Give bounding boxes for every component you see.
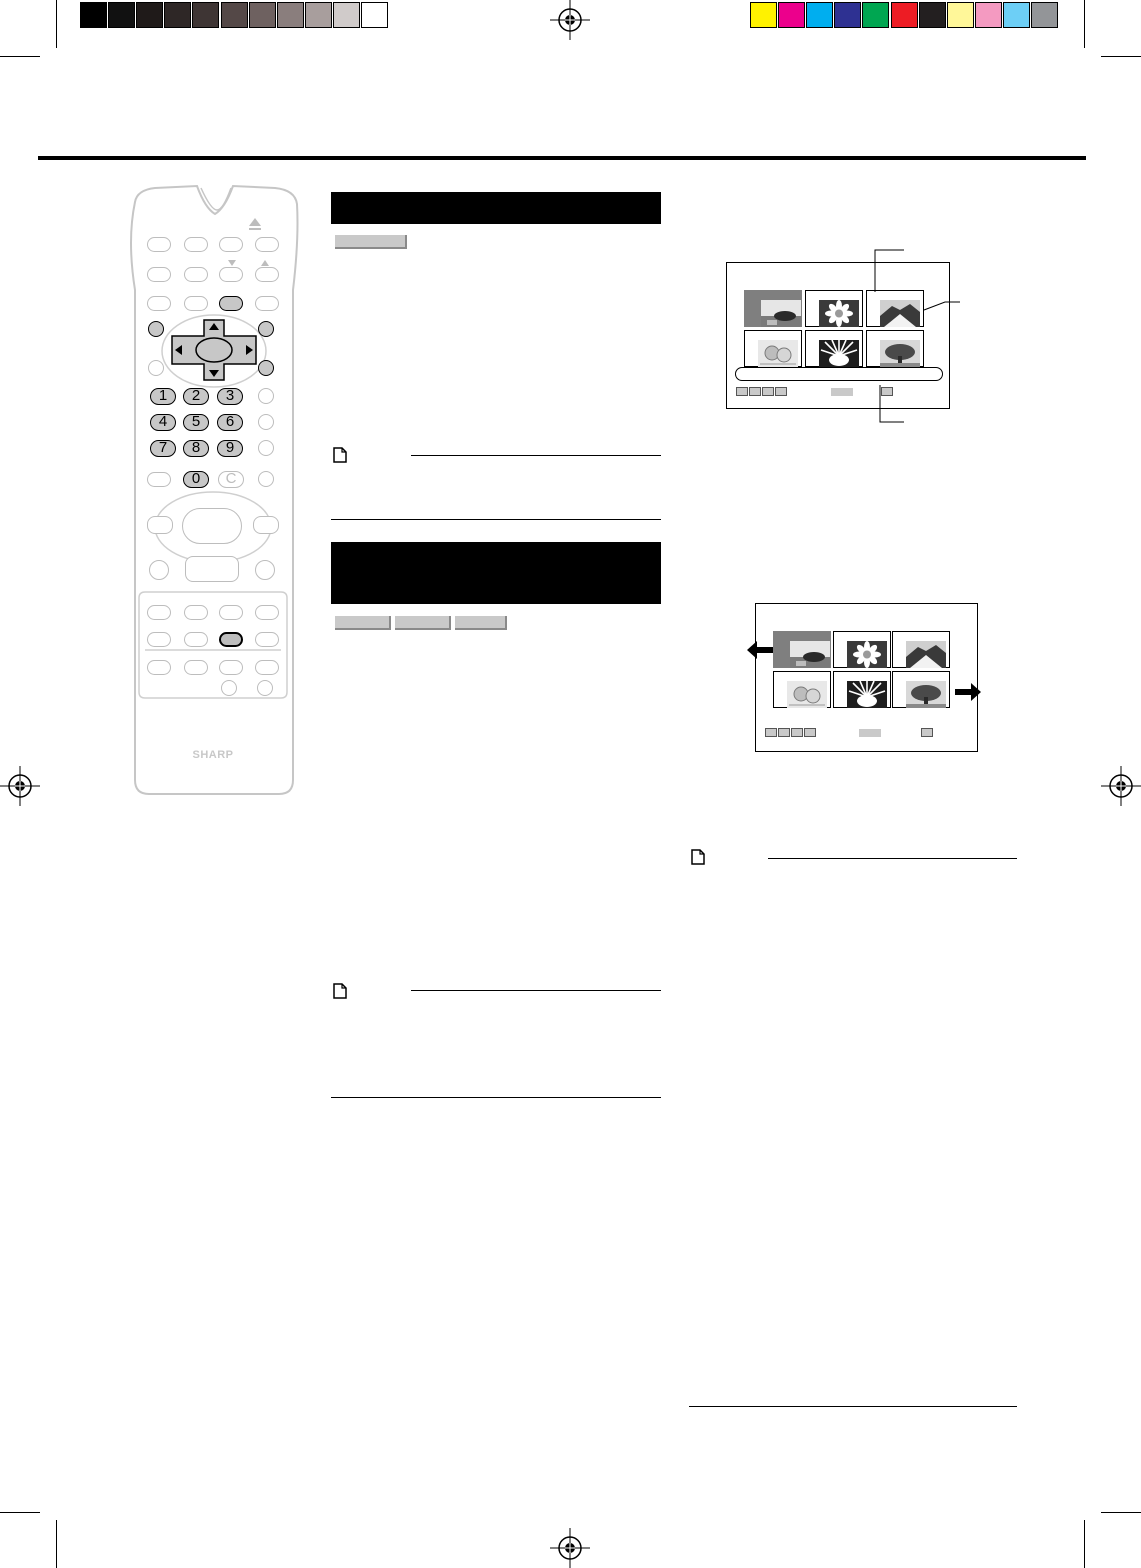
grayscale-swatch — [108, 2, 135, 28]
disc-type-tag — [455, 616, 507, 630]
remote-channel-down-button — [219, 267, 243, 282]
remote-brand-logo: SHARP — [192, 749, 234, 761]
remote-control — [115, 180, 310, 800]
remote-button — [184, 660, 208, 675]
enter-key-icon — [859, 729, 881, 737]
color-swatch — [975, 2, 1002, 28]
remote-number-key-8: 8 — [183, 440, 209, 457]
color-swatch — [806, 2, 833, 28]
arrow-right-icon — [953, 680, 983, 704]
color-swatch — [750, 2, 777, 28]
thumbnail-6 — [892, 671, 950, 708]
grayscale-swatch — [277, 2, 304, 28]
color-swatch — [891, 2, 918, 28]
remote-button — [184, 605, 208, 620]
remote-button — [219, 605, 243, 620]
right-key-icon — [775, 387, 787, 396]
thumbnail-screen-2 — [755, 603, 978, 752]
down-key-icon — [736, 387, 748, 396]
left-key-icon — [791, 728, 803, 737]
note-rule — [768, 858, 1017, 859]
remote-return-button — [148, 360, 164, 376]
remote-minus-button — [219, 660, 243, 675]
thumbnail-2 — [805, 290, 863, 327]
remote-button — [147, 605, 171, 620]
remote-button — [258, 471, 274, 487]
remote-channel-up-button — [255, 267, 279, 282]
thumbnail-5 — [805, 330, 863, 367]
thumbnail-3 — [892, 631, 950, 668]
remote-button — [184, 237, 208, 252]
arrow-left-icon — [745, 638, 775, 662]
remote-rewind-button — [147, 516, 173, 534]
remote-search-button — [219, 296, 243, 311]
note-icon — [333, 447, 347, 463]
section-2-heading-bar — [331, 542, 661, 604]
remote-number-key-5: 5 — [183, 414, 209, 431]
section-end-rule — [331, 519, 661, 520]
crop-mark — [56, 1520, 57, 1568]
color-swatch — [778, 2, 805, 28]
registration-mark-icon — [550, 1528, 590, 1568]
remote-button — [184, 296, 208, 311]
registration-mark-icon — [1101, 766, 1141, 806]
grayscale-swatch — [249, 2, 276, 28]
crop-mark — [56, 0, 57, 48]
photo-icon — [790, 641, 830, 668]
grayscale-swatch — [136, 2, 163, 28]
thumbnail-4 — [744, 330, 802, 367]
right-key-icon — [804, 728, 816, 737]
photo-icon — [847, 681, 887, 708]
remote-number-key-7: 7 — [150, 440, 176, 457]
grayscale-swatch — [80, 2, 107, 28]
grayscale-swatch — [221, 2, 248, 28]
thumbnail-1 — [773, 631, 831, 668]
photo-icon — [906, 681, 946, 708]
color-swatch — [834, 2, 861, 28]
remote-button — [147, 472, 171, 487]
remote-record-button — [149, 560, 169, 580]
remote-cursor-pad — [170, 318, 258, 382]
remote-number-key-1: 1 — [150, 388, 176, 405]
section-end-rule — [331, 1097, 661, 1098]
photo-icon — [819, 340, 859, 367]
photo-icon — [847, 641, 887, 668]
disc-type-tag — [395, 616, 451, 630]
remote-clear-key: C — [218, 471, 244, 488]
photo-icon — [761, 300, 801, 327]
remote-button — [258, 388, 274, 404]
remote-button — [255, 296, 279, 311]
grayscale-swatch — [192, 2, 219, 28]
crop-mark — [0, 56, 40, 57]
up-key-icon — [778, 728, 790, 737]
photo-icon — [906, 641, 946, 668]
section-end-rule — [689, 1406, 1017, 1407]
photo-icon — [758, 340, 798, 367]
thumbnail-5 — [833, 671, 891, 708]
disc-type-tag — [335, 616, 391, 630]
note-rule — [411, 990, 661, 991]
nav-keys-hint — [765, 728, 817, 737]
crop-mark — [1084, 0, 1085, 48]
remote-number-key-6: 6 — [217, 414, 243, 431]
disc-type-tag — [335, 235, 407, 249]
grayscale-swatch — [333, 2, 360, 28]
remote-button — [255, 632, 279, 647]
remote-highlighted-button — [219, 632, 243, 647]
remote-number-key-9: 9 — [217, 440, 243, 457]
crop-mark — [0, 1512, 40, 1513]
thumbnail-1 — [744, 290, 802, 327]
note-rule — [411, 455, 661, 456]
remote-button — [147, 296, 171, 311]
remote-enter-button — [258, 360, 274, 376]
crop-mark — [1101, 56, 1141, 57]
remote-left-soft-button — [148, 321, 164, 337]
remote-plus-button — [255, 660, 279, 675]
remote-stop-button — [185, 556, 239, 582]
remote-button — [258, 414, 274, 430]
callout-lines — [860, 240, 970, 435]
return-key-icon — [921, 728, 933, 737]
remote-number-key-3: 3 — [217, 388, 243, 405]
grayscale-swatch — [164, 2, 191, 28]
color-swatch — [862, 2, 889, 28]
registration-mark-icon — [0, 766, 40, 806]
remote-eject-button — [255, 237, 279, 252]
thumbnail-2 — [833, 631, 891, 668]
remote-button — [255, 605, 279, 620]
crop-mark — [1084, 1520, 1085, 1568]
remote-button — [147, 660, 171, 675]
color-swatch — [947, 2, 974, 28]
grayscale-swatch — [361, 2, 388, 28]
color-swatch — [919, 2, 946, 28]
note-icon — [333, 983, 347, 999]
remote-dots-button — [147, 237, 171, 252]
photo-icon — [787, 681, 827, 708]
remote-button — [219, 237, 243, 252]
thumbnail-4 — [773, 671, 831, 708]
remote-button — [147, 267, 171, 282]
crop-mark — [1101, 1512, 1141, 1513]
remote-right-soft-button — [258, 321, 274, 337]
note-icon — [691, 849, 705, 865]
remote-button — [147, 632, 171, 647]
nav-keys-hint — [736, 387, 788, 396]
remote-button — [258, 440, 274, 456]
registration-mark-icon — [550, 0, 590, 40]
remote-button — [257, 680, 273, 696]
remote-number-key-2: 2 — [183, 388, 209, 405]
remote-outline — [115, 180, 310, 800]
photo-icon — [819, 300, 859, 327]
remote-number-key-4: 4 — [150, 414, 176, 431]
color-swatch — [1003, 2, 1030, 28]
remote-pause-button — [255, 560, 275, 580]
section-1-heading-bar — [331, 192, 661, 224]
remote-play-button — [182, 508, 242, 544]
color-swatch — [1031, 2, 1058, 28]
left-key-icon — [762, 387, 774, 396]
remote-number-key-0: 0 — [183, 471, 209, 488]
down-key-icon — [765, 728, 777, 737]
grayscale-swatch — [305, 2, 332, 28]
header-rule — [38, 156, 1086, 160]
remote-button — [221, 680, 237, 696]
remote-button — [184, 267, 208, 282]
remote-fast-forward-button — [253, 516, 279, 534]
up-key-icon — [749, 387, 761, 396]
remote-button — [184, 632, 208, 647]
enter-key-icon — [831, 388, 853, 396]
